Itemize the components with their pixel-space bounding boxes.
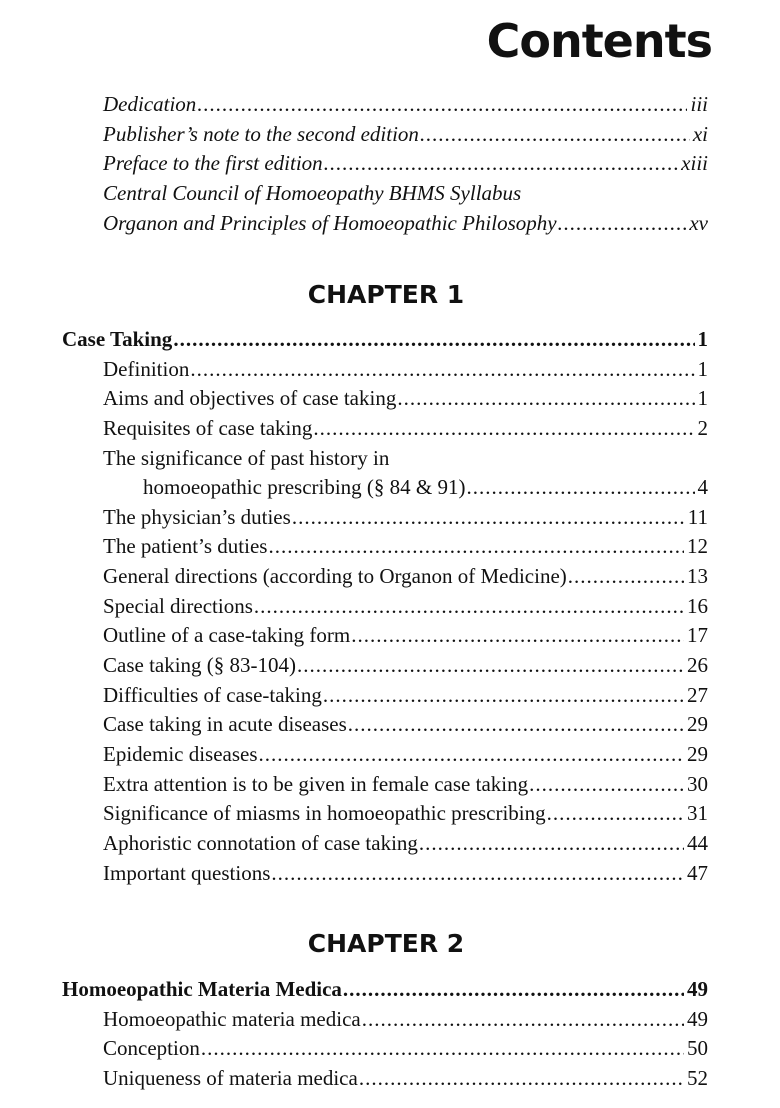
toc-entry — [0, 859, 780, 889]
front-matter-list — [0, 90, 780, 238]
toc-entry-page: 29 — [687, 741, 708, 766]
dot-leader — [351, 621, 684, 651]
dot-leader — [359, 1064, 684, 1094]
toc-entry — [0, 1034, 780, 1064]
toc-entry-label: Preface to the first edition — [103, 151, 323, 176]
toc-entry-page: iii — [690, 92, 708, 116]
dot-leader — [348, 710, 684, 740]
toc-entry-page: 12 — [687, 534, 708, 559]
chapter-1-entries — [0, 325, 780, 888]
toc-entry-label: Aphoristic connotation of case taking — [103, 830, 418, 855]
toc-entry — [0, 710, 780, 740]
dot-leader — [324, 149, 678, 179]
dot-leader — [323, 681, 684, 711]
toc-entry-page: 52 — [687, 1065, 708, 1090]
toc-entry-page: 44 — [687, 830, 708, 855]
dot-leader — [254, 592, 684, 622]
toc-entry — [0, 120, 780, 150]
toc-entry — [0, 562, 780, 592]
dot-leader — [362, 1005, 684, 1035]
toc-entry-page: 50 — [687, 1036, 708, 1061]
toc-entry-page: xv — [689, 210, 708, 235]
toc-entry-label: Dedication — [103, 92, 197, 116]
toc-entry — [0, 355, 780, 385]
dot-leader — [259, 740, 684, 770]
toc-entry-label: Case Taking — [62, 327, 173, 351]
toc-entry-label: Outline of a case-taking form — [103, 623, 351, 648]
toc-entry — [0, 799, 780, 829]
toc-entry-label: Special directions — [103, 593, 253, 618]
dot-leader — [271, 859, 684, 889]
toc-entry-label: Aims and objectives of case taking — [103, 386, 397, 411]
dot-leader — [313, 414, 694, 444]
toc-entry-label: Case taking (§ 83-104) — [103, 653, 297, 678]
toc-entry-label: Extra attention is to be given in female case taking — [103, 771, 529, 796]
toc-entry-label: The patient’s duties — [103, 534, 268, 559]
toc-entry-label: The significance of past history in — [103, 445, 390, 470]
dot-leader — [268, 532, 684, 562]
toc-entry — [0, 414, 780, 444]
dot-leader — [173, 325, 694, 355]
toc-entry-page: 49 — [687, 977, 708, 1001]
toc-entry — [0, 592, 780, 622]
dot-leader — [197, 90, 687, 120]
toc-entry-page: 1 — [697, 327, 708, 351]
chapter-title-entry — [0, 325, 780, 355]
toc-entry — [0, 829, 780, 859]
dot-leader — [547, 799, 684, 829]
toc-entry-label: Significance of miasms in homoeopathic prescribing — [103, 801, 546, 826]
toc-entry-label: General directions (according to Organon of Medicine) — [103, 564, 567, 589]
toc-entry-label: Homoeopathic Materia Medica — [62, 977, 342, 1001]
toc-entry — [0, 473, 780, 503]
toc-entry — [0, 681, 780, 711]
toc-entry — [0, 770, 780, 800]
chapter-heading: CHAPTER 2 — [307, 929, 465, 958]
toc-entry-page: xiii — [681, 151, 708, 176]
toc-entry-label: Important questions — [103, 860, 271, 885]
toc-entry-label: Epidemic diseases — [103, 741, 258, 766]
toc-entry-label: homoeopathic prescribing (§ 84 & 91) — [143, 475, 466, 500]
toc-entry-label: Requisites of case taking — [103, 415, 313, 440]
toc-entry-page: 1 — [697, 356, 708, 381]
toc-entry-label: Case taking in acute diseases — [103, 712, 347, 737]
toc-entry-page: 2 — [697, 415, 708, 440]
toc-entry-page: 1 — [697, 386, 708, 411]
dot-leader — [201, 1034, 684, 1064]
toc-entry — [0, 384, 780, 414]
toc-entry-label: Difficulties of case-taking — [103, 682, 322, 707]
toc-entry-page: 47 — [687, 860, 708, 885]
dot-leader — [397, 384, 694, 414]
toc-entry-page: 26 — [687, 653, 708, 678]
dot-leader — [343, 975, 684, 1005]
dot-leader — [420, 120, 690, 150]
toc-entry-label: Publisher’s note to the second edition — [103, 121, 419, 146]
dot-leader — [292, 503, 685, 533]
toc-entry-page: 31 — [687, 801, 708, 826]
toc-entry-label: Organon and Principles of Homoeopathic Philosophy — [103, 210, 557, 235]
dot-leader — [568, 562, 684, 592]
toc-entry — [0, 532, 780, 562]
dot-leader — [190, 355, 694, 385]
toc-entry-label: Definition — [103, 356, 190, 381]
dot-leader — [467, 473, 695, 503]
toc-entry — [0, 740, 780, 770]
toc-entry-label: Conception — [103, 1036, 200, 1061]
toc-entry-label: Central Council of Homoeopathy BHMS Syllabus — [103, 180, 522, 205]
toc-entry-page: 49 — [687, 1006, 708, 1031]
dot-leader — [297, 651, 684, 681]
toc-entry-page: 16 — [687, 593, 708, 618]
toc-entry-page: 11 — [687, 504, 708, 529]
toc-entry-label: Homoeopathic materia medica — [103, 1006, 361, 1031]
dot-leader — [529, 770, 684, 800]
toc-entry — [0, 149, 780, 179]
toc-entry-label: The physician’s duties — [103, 504, 291, 529]
chapter-title-entry — [0, 975, 780, 1005]
toc-entry — [0, 179, 780, 209]
page-title: Contents — [486, 14, 712, 68]
toc-entry — [0, 444, 780, 474]
toc-entry-page: 30 — [687, 771, 708, 796]
toc-entry — [0, 209, 780, 239]
toc-entry-page: xi — [692, 121, 708, 146]
chapter-heading: CHAPTER 1 — [307, 280, 465, 309]
chapter-2-entries — [0, 975, 780, 1094]
toc-entry — [0, 1005, 780, 1035]
toc-entry — [0, 90, 780, 120]
toc-entry — [0, 651, 780, 681]
toc-entry-label: Uniqueness of materia medica — [103, 1065, 358, 1090]
toc-entry — [0, 1064, 780, 1094]
dot-leader — [419, 829, 684, 859]
toc-entry-page: 4 — [697, 475, 708, 500]
toc-entry-page: 17 — [687, 623, 708, 648]
toc-entry — [0, 621, 780, 651]
toc-entry-page: 13 — [687, 564, 708, 589]
toc-entry — [0, 503, 780, 533]
toc-entry-page: 29 — [687, 712, 708, 737]
toc-entry-page: 27 — [687, 682, 708, 707]
dot-leader — [558, 209, 687, 239]
